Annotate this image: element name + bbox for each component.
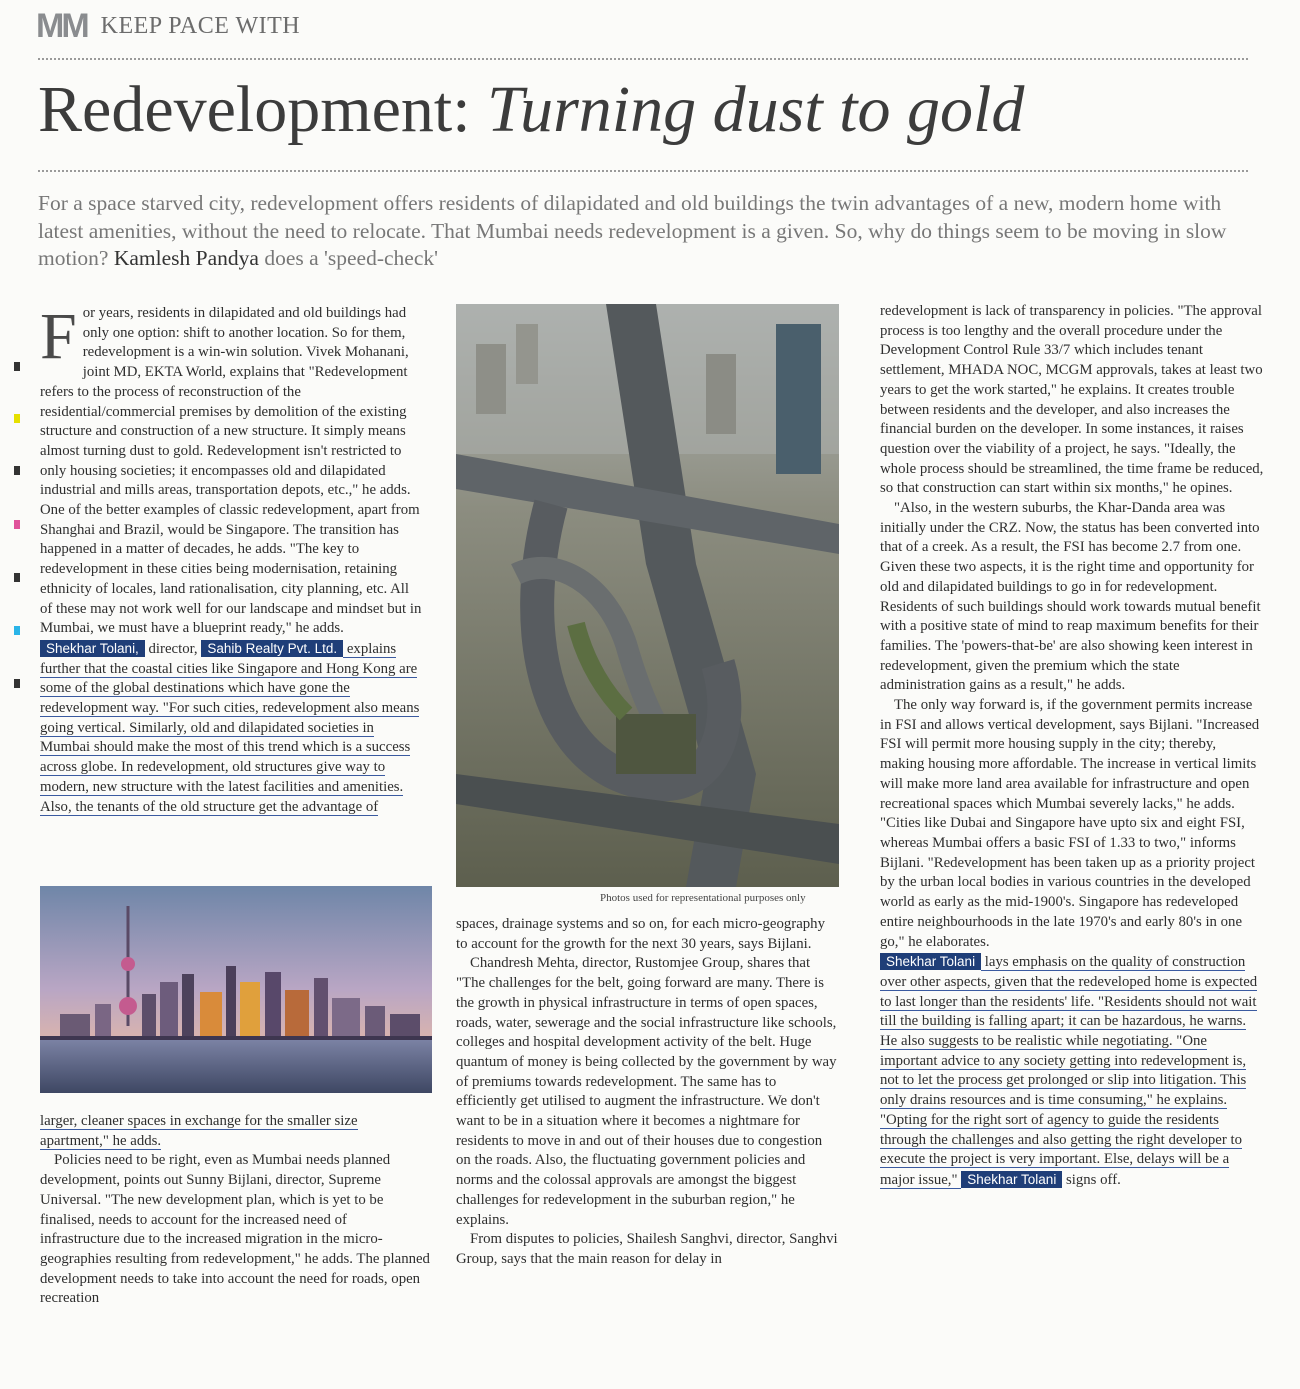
margin-marker — [14, 679, 20, 688]
col1-paragraph-3: larger, cleaner spaces in exchange for the smaller size apartment," he adds. — [40, 1113, 358, 1149]
col3-paragraph-2: "Also, in the western suburbs, the Khar-Danda area was initially under the CRZ. Now, the status has been converted into that of a creek. As a result, the FSI has become 2.7 from one. Given these two aspects, it is the right time and opportunity for old and dilapidated buildings to go in for redevelopment. Residents of such buildings should work towards mutual benefit with a positive state of mind to reap maximum benefits for their families. The 'powers-that-be' are also showing keen interest in redevelopment, given the premium which the state administration gains as a result," he adds. — [880, 500, 1261, 694]
photo-caption: Photos used for representational purposes only — [600, 892, 806, 904]
margin-marker — [14, 414, 20, 423]
margin-marker — [14, 573, 20, 582]
col2-paragraph-1: spaces, drainage systems and so on, for each micro-geography to account for the growth for the next 30 years, says Bijlani. — [456, 916, 825, 952]
magazine-logo: MM — [36, 6, 87, 45]
top-divider — [38, 58, 1248, 60]
column-2 — [456, 915, 840, 1270]
col1-paragraph-2: Shekhar Tolani, director, Sahib Realty Pvt. Ltd. explains further that the coastal cities like Singapore and Hong Kong are some of the global destinations which have gone the redevelopment way. "For such cities, redevelopment also means going vertical. Similarly, old and dilapidated societies in Mumbai should make the most of this trend which is a success across globe. In redevelopment, old structures give way to modern, new structure with the latest facilities and amenities. Also, the tenants of the old structure get the advantage of — [40, 640, 420, 815]
headline — [38, 72, 1024, 148]
highlight-name: Shekhar Tolani, — [40, 640, 145, 657]
highlight-name: Shekhar Tolani — [880, 953, 981, 970]
masthead — [36, 6, 300, 46]
headline-divider — [38, 170, 1248, 172]
highlight-name: Shekhar Tolani — [961, 1171, 1062, 1188]
highlight-company: Sahib Realty Pvt. Ltd. — [201, 640, 343, 657]
headline-italic: Turning dust to gold — [487, 73, 1025, 146]
margin-marker — [14, 520, 20, 529]
deck — [38, 190, 1238, 273]
col1-paragraph-4: Policies need to be right, even as Mumbai needs planned development, points out Sunny Bijlani, director, Supreme Universal. "The new development plan, which is yet to be finalised, needs to account for the increased need of infrastructure due to the increased migration in the micro-geographies resulting from redevelopment," he adds. The planned development needs to take into account the need for roads, open recreation — [40, 1152, 430, 1307]
margin-marker — [14, 626, 20, 635]
column-1-continued — [40, 1112, 430, 1309]
col2-paragraph-3: From disputes to policies, Shailesh Sanghvi, director, Sanghvi Group, says that the main reason for delay in — [456, 1231, 838, 1267]
deck-text: For a space starved city, redevelopment offers residents of dilapidated and old buildings the twin advantages of a new, modern home with latest amenities, without the need to relocate. That Mumbai needs redevelopment is a given. So, why do things seem to be moving in slow motion? — [38, 191, 1227, 270]
column-3 — [880, 302, 1264, 1191]
col3-paragraph-4: Shekhar Tolani lays emphasis on the quality of construction over other aspects, given that the redeveloped home is expected to last longer than the residents' life. "Residents should not wait till the building is falling apart; it can be hazardous, he warns. He also suggests to be realistic while negotiating. "One important advice to any society getting into redevelopment is, not to let the process get prolonged or slip into litigation. This only drains resources and is time consuming," he explains. "Opting for the right sort of agency to guide the residents through the challenges and also getting the right developer to execute the project is very important. Else, delays will be a major issue," Shekhar Tolani signs off. — [880, 954, 1258, 1188]
drop-cap: F — [40, 300, 77, 373]
deck-tail: does a 'speed-check' — [264, 246, 439, 270]
col3-paragraph-3: The only way forward is, if the government permits increase in FSI and allows vertical development, says Bijlani. "Increased FSI will permit more housing supply in the city; thereby, making housing more affordable. The increase in vertical limits will make more land area available for infrastructure and open recreational spaces which Mumbai severely lacks," he adds. "Cities like Dubai and Singapore have upto six and eight FSI, whereas Mumbai offers a basic FSI of 1.33 to two," informs Bijlani. "Redevelopment has been taken up as a priority project by the urban local bodies in various countries in the developed world as early as the mid-1900's. Singapore has redeveloped entire neighbourhoods in the late 1970's and early 80's in one go," he elaborates. — [880, 697, 1260, 950]
column-1 — [40, 300, 424, 817]
deck-author: Kamlesh Pandya — [113, 246, 259, 270]
headline-main: Redevelopment: — [38, 73, 471, 146]
shanghai-skyline-photo — [40, 886, 432, 1093]
section-kicker: KEEP PACE WITH — [100, 12, 301, 39]
col1-paragraph-1: For years, residents in dilapidated and old buildings had only one option: shift to another location. So for them, redevelopment is a win-win solution. Vivek Mohanani, joint MD, EKTA World, explains that "Redevelopment refers to the process of reconstruction of the residential/commercial premises by demolition of the existing structure and construction of a new structure. It simply means almost turning dust to gold. Redevelopment isn't restricted to only housing societies; it encompasses old and dilapidated industrial and mills areas, transportation depots, etc.," he adds. One of the better examples of classic redevelopment, apart from Shanghai and Brazil, would be Singapore. The transition has happened in a matter of decades, he adds. "The key to redevelopment in these cities being modernisation, retaining ethnicity of locales, land rationalisation, city planning, etc. All of these may not work well for our landscape and mindset but in Mumbai, we must have a blueprint ready," he adds. — [40, 300, 422, 637]
margin-marker — [14, 362, 20, 371]
col2-paragraph-2: Chandresh Mehta, director, Rustomjee Group, shares that "The challenges for the belt, going forward are many. There is the growth in physical infrastructure in terms of open spaces, roads, water, sewerage and the social infrastructure like schools, colleges and hospital development activity of the belt. Huge quantum of money is being collected by the government by way of premiums towards redevelopment. The same has to efficiently get utilised to augment the infrastructure. We don't want to be in a situation where it becomes a nightmare for residents to move in and out of their houses due to congestion on the roads. Also, the fluctuating government policies and norms and the colossal approvals are amongst the biggest challenges for redevelopment in the suburban region," he explains. — [456, 955, 837, 1228]
margin-marker — [14, 466, 20, 475]
flyover-interchange-photo — [456, 304, 839, 887]
col3-paragraph-1: redevelopment is lack of transparency in policies. "The approval process is too lengthy and the overall procedure under the Development Control Rule 33/7 which includes tenant settlement, MHADA NOC, MCGM approvals, takes at least two years to get the work started," he explains. It creates trouble between residents and the developer, and also increases the financial burden on the developer. In some instances, it raises question over the viability of a project, he says. "Ideally, the whole process should be streamlined, the time frame be reduced, so that construction can start within six months," he opines. — [880, 303, 1264, 497]
